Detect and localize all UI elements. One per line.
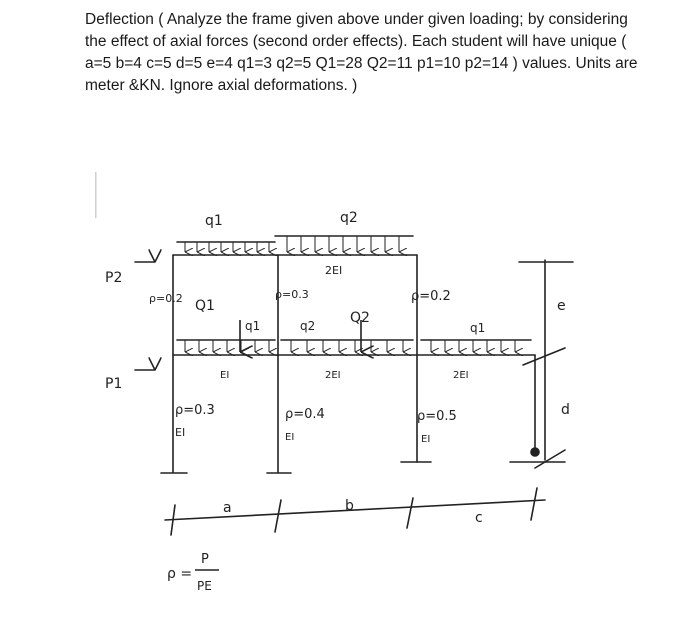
dimension-line-bottom bbox=[165, 500, 545, 520]
label-rho-03-top: ρ=0.3 bbox=[275, 288, 309, 301]
label-p1: P1 bbox=[105, 376, 123, 392]
label-ei-col3: EI bbox=[421, 434, 431, 445]
label-rho-03-col: ρ=0.3 bbox=[175, 403, 215, 418]
label-rho-02-left: ρ=0.2 bbox=[149, 292, 183, 305]
label-2ei-right: 2EI bbox=[453, 370, 469, 381]
dim-tick-4 bbox=[531, 488, 537, 520]
label-rho-04-col: ρ=0.4 bbox=[285, 407, 325, 422]
label-2ei-mid: 2EI bbox=[325, 370, 341, 381]
frame-figure bbox=[95, 170, 595, 600]
dim-tick-3 bbox=[407, 498, 413, 528]
support-4-pin bbox=[531, 448, 539, 456]
label-ei-left: EI bbox=[220, 370, 230, 381]
frame-drawing bbox=[95, 170, 595, 600]
label-b: b bbox=[345, 498, 354, 514]
label-a: a bbox=[223, 500, 232, 516]
dim-tick-2 bbox=[275, 500, 281, 532]
label-e: e bbox=[557, 298, 566, 314]
label-rho-formula-lhs: ρ = bbox=[167, 566, 193, 582]
dim-tick-right-mid bbox=[523, 348, 565, 365]
label-d: d bbox=[561, 402, 570, 418]
label-top-beam-stiffness: 2EI bbox=[325, 264, 343, 277]
label-ei-col1: EI bbox=[175, 426, 186, 439]
label-rho-formula-num: P bbox=[201, 552, 209, 567]
label-Q1: Q1 bbox=[195, 298, 215, 314]
problem-statement: Deflection ( Analyze the frame given above under given loading; by considering the effect of axial forces (second order effects). Each student will have unique ( a=5 b=4 c=5 d=5 e=4 q1=3 q2=5 Q1=28 Q2=11 p1=10 p2=14 ) values. Units are meter &KN. Ignore axial deformations. ) bbox=[85, 11, 638, 94]
distributed-load-arrows bbox=[185, 236, 515, 352]
label-q1-right: q1 bbox=[470, 321, 486, 335]
label-q1-top: q1 bbox=[205, 213, 223, 229]
label-q2-mid: q2 bbox=[300, 319, 316, 333]
label-ei-col2: EI bbox=[285, 432, 295, 443]
label-q1-mid: q1 bbox=[245, 319, 261, 333]
label-rho-02-right: ρ=0.2 bbox=[411, 289, 451, 304]
label-q2-top: q2 bbox=[340, 210, 358, 226]
label-rho-formula-den: PE bbox=[197, 579, 212, 593]
label-c: c bbox=[475, 510, 483, 526]
label-rho-05-col: ρ=0.5 bbox=[417, 409, 457, 424]
label-Q2: Q2 bbox=[350, 310, 370, 326]
label-p2: P2 bbox=[105, 270, 123, 286]
